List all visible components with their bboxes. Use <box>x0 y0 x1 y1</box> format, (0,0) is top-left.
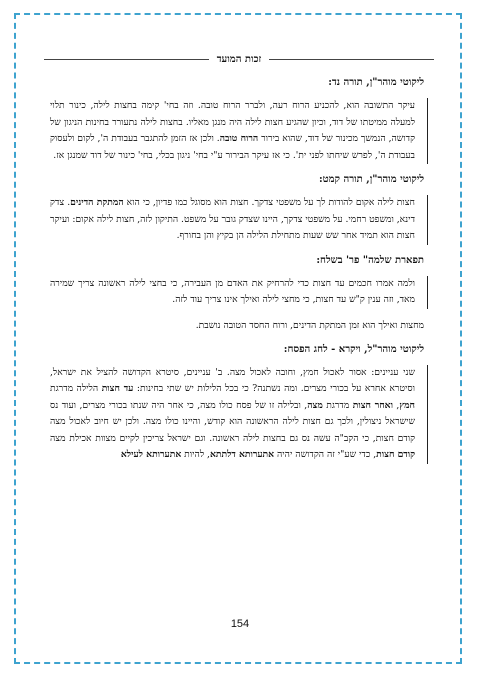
quote-emphasis: ואחר חצות <box>352 399 393 411</box>
quote-emphasis: המתקת הדינים <box>70 197 124 208</box>
running-head-title: זכות המועד <box>216 54 262 65</box>
summary-line: מחצות ואילך הוא זמן המתקת הדינים, ורוח החסד הטובה נושבת. <box>195 319 424 331</box>
quote-block <box>50 276 428 309</box>
quote-text: שני עניינים: אסור לאכול חמץ, וחובה לאכול מצה. ב' עניינים, סיטרא הקדושה להציל את ישראל, וסיטרא אחרא על בכורי מצרים. ומה נשתנה? כי בכל הלילות יש שתי בחינות: <box>50 366 415 394</box>
source-heading: ליקוטי מוהר"ן, תורה נד: <box>328 77 424 88</box>
source-heading: ליקוטי מוהר"ן, תורה קמט: <box>318 174 424 185</box>
quote-emphasis: הרוח טובה <box>219 133 259 144</box>
source-heading: ליקוטי מוהר"ל, ויקרא - לחג הפסח: <box>283 343 424 355</box>
quote-text: , ובלילה זו של פסח כולו מצה, כי אחר היה שנתו בכורי מצרים, ועוד נס שישראל ניצולין, ולכך גם חצות לילה הראשונה הוא קודש, והיינו כולו מצה. ולכן יש חיוב לאכול מצה קודם חצות, כי הקב"ה עשה נס גם בחצות לילה ראשונה. וגם ישראל צריכין לקיים מצוות אכילת מצה <box>50 399 415 444</box>
running-head-rule-left <box>44 59 209 60</box>
source-heading: תפארת שלמה" פר' בשלח: <box>316 254 424 266</box>
quote-text: . צדק דינא, ומשפט רחמי. על משפטי צדקך, היינו שצדק גובר על משפט. התיקון לזה, חצות לילה אקום: ועיקר חצות הוא תמיד אחר שש שעות מתחילת הלילה הן בקיץ והן בחורף. <box>50 197 415 241</box>
quote-text: , כדי שע"י זה הקדושה יהיה <box>274 449 377 460</box>
quote-block <box>50 98 428 164</box>
quote-block <box>50 365 428 464</box>
quote-text: . ולכן אז הזמן להתגבר בעבודת ה', לקום ולעסוק בעבודת ה', לפרש שיחתו לפני ית'. כי אז עיקר הבירור ע"י בחי' ניגון בכלי, בחי' כינור של דוד שמנגן אז. <box>50 133 415 161</box>
quote-emphasis: קודם חצות <box>376 449 415 460</box>
quote-emphasis: חמץ <box>399 399 415 411</box>
quote-text: מדרגת <box>322 399 353 411</box>
quote-text: , להיות <box>181 449 210 460</box>
quote-text: חצות לילה אקום להודות לך על משפטי צדקך. חצות הוא מסוגל כמו פדיון, כי הוא <box>123 197 415 208</box>
running-head <box>44 54 434 65</box>
quote-emphasis: עד חצות <box>101 383 134 394</box>
quote-text: ולמה אמרו חכמים עד חצות כדי להרחיק את האדם מן העבירה, כי בחצי לילה ראשונה צריך שמירה מאד, וזה ענין ק"ש עד חצות, כי מחצי לילה ואילך אינו צריך עוד לזה. <box>50 277 415 305</box>
quote-text: הלילה מדרגת <box>50 383 102 394</box>
quote-emphasis: אתערותא דלתתא <box>209 449 275 460</box>
quote-emphasis: אתערותא לעילא <box>120 449 182 460</box>
page-content <box>50 76 428 464</box>
quote-text: עיקר התשובה הוא, להכניע הרוח רעה, ולברר הרוח טובה. וזה בחי' קימה בחצות לילה, כינור תלוי למעלה ממיטתו של דוד, וכיון שהגיע חצות לילה היה מנגן מאליו. בחצות לילה נתעורר בחינות הניגון של קדושה, הנמשך מכינור של דוד, שהוא בירור <box>50 100 415 144</box>
quote-block <box>50 195 428 245</box>
page-number: 154 <box>230 618 250 630</box>
quote-text: , <box>392 399 400 411</box>
quote-emphasis: מצה <box>307 399 323 411</box>
running-head-rule-right <box>269 59 434 60</box>
